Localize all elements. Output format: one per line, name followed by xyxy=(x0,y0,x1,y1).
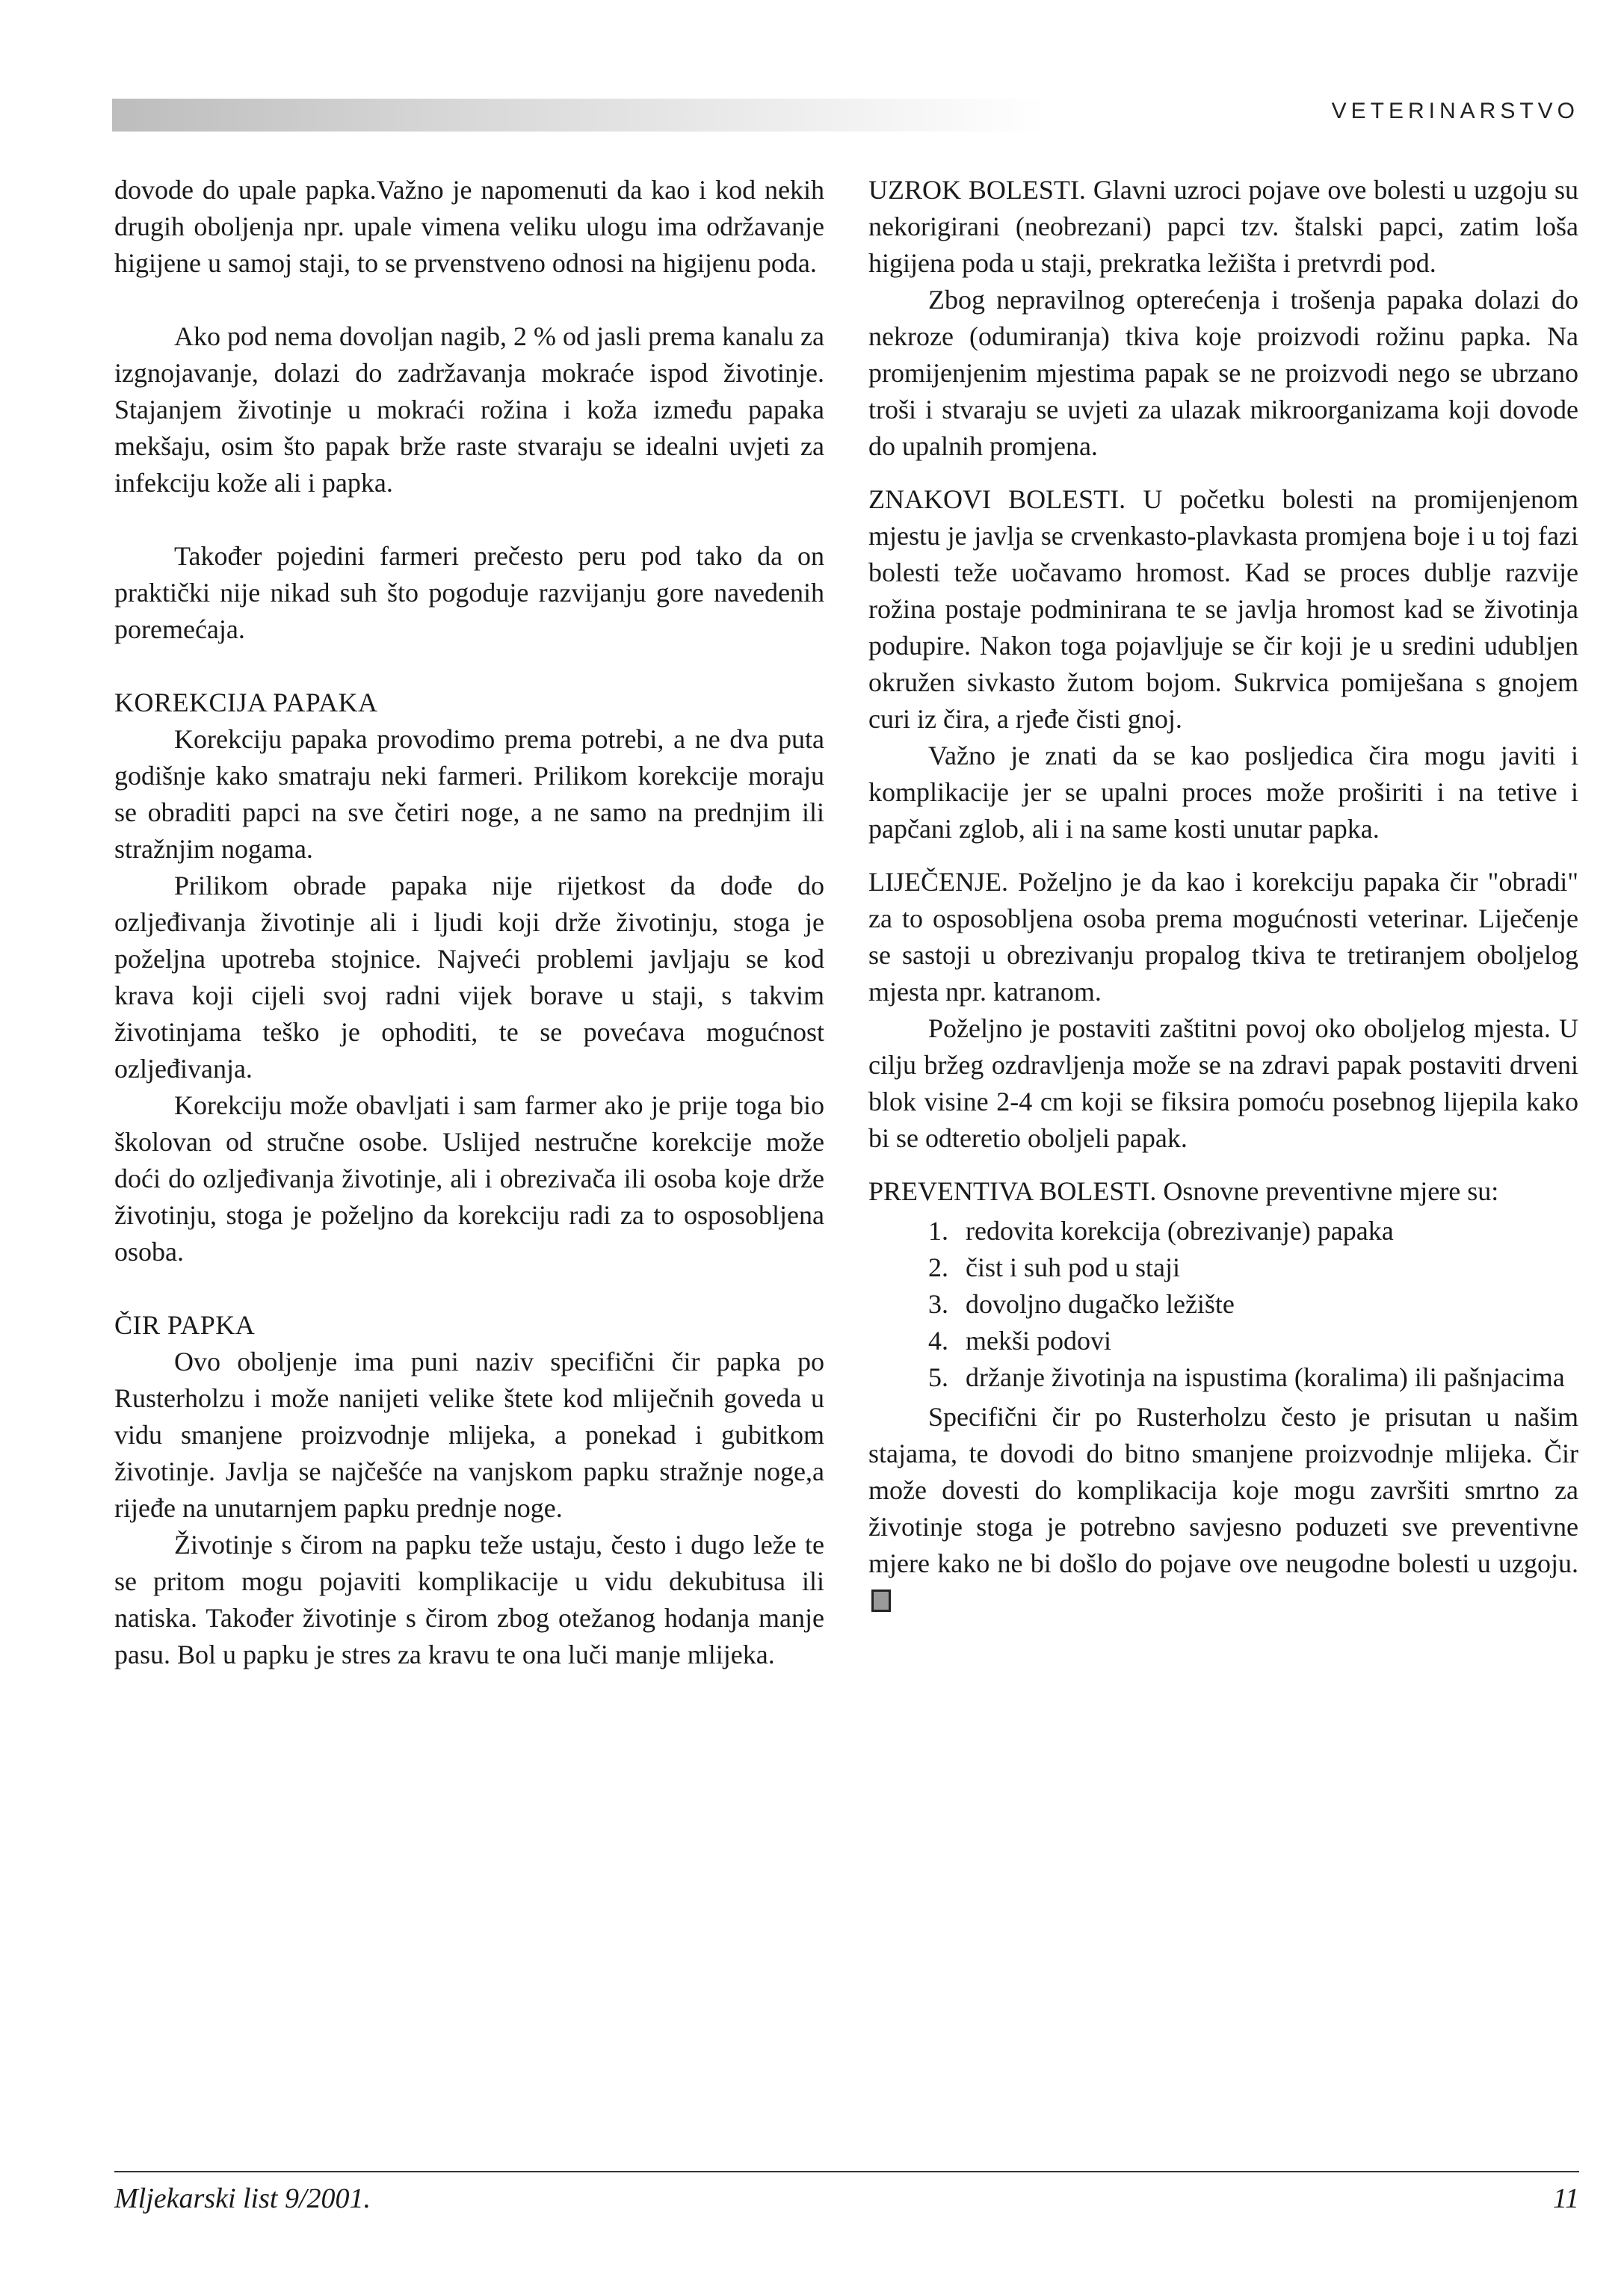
left-column xyxy=(114,172,824,1673)
list-text: držanje životinja na ispustima (koralima) ili pašnjacima xyxy=(966,1362,1565,1392)
paragraph-text: Poželjno je da kao i korekciju papaka čir "obradi" za to osposobljena osoba prema mogućnosti veterinar. Liječenje se sastoji u obrezivanju propalog tkiva te tretiranjem oboljelog mjesta npr. katranom. xyxy=(868,867,1579,1007)
paragraph-text: Specifični čir po Rusterholzu često je prisutan u našim stajama, te dovodi do bitno smanjene proizvodnje mlijeka. Čir može dovesti do komplikacija koje mogu završiti smrtno za životinje stoga je potrebno savjesno poduzeti sve preventivne mjere kako ne bi došlo do pojave ove neugodne bolesti u uzgoju. xyxy=(868,1402,1578,1578)
list-item xyxy=(928,1323,1578,1359)
list-text: mekši podovi xyxy=(966,1326,1111,1356)
paragraph-final xyxy=(868,1399,1578,1619)
paragraph-lijecenje xyxy=(868,864,1578,1010)
list-text: čist i suh pod u staji xyxy=(966,1252,1180,1282)
paragraph-uzrok xyxy=(868,172,1578,282)
right-column xyxy=(868,172,1578,1619)
section-label: VETERINARSTVO xyxy=(1331,99,1579,123)
run-in-heading: LIJEČENJE. xyxy=(868,867,1008,897)
run-in-heading: PREVENTIVA BOLESTI. xyxy=(868,1176,1157,1206)
paragraph-text: U početku bolesti na promijenjenom mjestu je javlja se crvenkasto-plavkasta promjena boje i u toj fazi bolesti teže uočavamo hromost. Kad se proces dublje razvije rožina postaje podminirana te se javlja hromost kad se životinja podupire. Nakon toga pojavljuje se čir koji je u sredini udubljen okružen sivkasto žutom bojom. Sukrvica pomiješana s gnojem curi iz čira, a rjeđe čisti gnoj. xyxy=(868,484,1579,734)
list-number: 1. xyxy=(928,1216,948,1246)
paragraph: Također pojedini farmeri prečesto peru pod tako da on praktički nije nikad suh što pogoduje razvijanju gore navedenih poremećaja. xyxy=(114,541,824,644)
run-in-heading: ZNAKOVI BOLESTI. xyxy=(868,484,1126,514)
section-heading-cir: ČIR PAPKA xyxy=(114,1310,256,1340)
paragraph: dovode do upale papka.Važno je napomenuti da kao i kod nekih drugih oboljenja npr. upale vimena veliku ulogu ima održavanje higijene u samoj staji, to se prvenstveno odnosi na higijenu poda. xyxy=(114,175,824,278)
journal-title: Mljekarski list 9/2001. xyxy=(114,2183,371,2214)
paragraph: Životinje s čirom na papku teže ustaju, često i dugo leže te se pritom mogu pojaviti komplikacije u vidu dekubitusa ili natiska. Također životinje s čirom zbog otežanog hodanja manje pasu. Bol u papku je stres za kravu te ona luči manje mlijeka. xyxy=(114,1530,824,1669)
list-item xyxy=(928,1286,1578,1323)
paragraph-preventiva xyxy=(868,1173,1578,1210)
paragraph-znakovi xyxy=(868,481,1578,738)
list-item xyxy=(928,1249,1578,1286)
paragraph: Korekciju papaka provodimo prema potrebi, a ne dva puta godišnje kako smatraju neki farmeri. Prilikom korekcije moraju se obraditi papci na sve četiri noge, a ne samo na prednjim ili stražnjim nogama. xyxy=(114,724,824,864)
header-band xyxy=(112,99,1046,132)
paragraph: Poželjno je postaviti zaštitni povoj oko oboljelog mjesta. U cilju bržeg ozdravljenja može se na zdravi papak postaviti drveni blok visine 2-4 cm koji se fiksira pomoću posebnog lijepila kako bi se odteretio oboljeli papak. xyxy=(868,1013,1578,1153)
preventive-measures-list xyxy=(868,1213,1578,1396)
paragraph: Korekciju može obavljati i sam farmer ako je prije toga bio školovan od stručne osobe. Uslijed nestručne korekcije može doći do ozljeđivanja životinje, ali i obrezivača ili osoba koje drže životinju, stoga je poželjno da korekciju radi za to osposobljena osoba. xyxy=(114,1090,824,1267)
list-number: 3. xyxy=(928,1289,948,1319)
run-in-heading: UZROK BOLESTI. xyxy=(868,175,1086,205)
list-text: redovita korekcija (obrezivanje) papaka xyxy=(966,1216,1394,1246)
section-heading-korekcija: KOREKCIJA PAPAKA xyxy=(114,688,378,717)
paragraph: Važno je znati da se kao posljedica čira mogu javiti i komplikacije jer se upalni proces može proširiti i na tetive i papčani zglob, ali i na same kosti unutar papka. xyxy=(868,741,1578,844)
paragraph-text: Osnovne preventivne mjere su: xyxy=(1163,1176,1499,1206)
end-of-article-icon xyxy=(871,1589,891,1612)
list-number: 5. xyxy=(928,1362,948,1392)
list-item xyxy=(928,1213,1578,1249)
list-item xyxy=(928,1359,1578,1396)
list-number: 2. xyxy=(928,1252,948,1282)
paragraph: Zbog nepravilnog opterećenja i trošenja papaka dolazi do nekroze (odumiranja) tkiva koje proizvodi rožinu papka. Na promijenjenim mjestima papak se ne proizvodi nego se ubrzano troši i stvaraju se uvjeti za ulazak mikroorganizama koji dovode do upalnih promjena. xyxy=(868,285,1578,461)
paragraph: Ovo oboljenje ima puni naziv specifični čir papka po Rusterholzu i može nanijeti velike štete kod mliječnih goveda u vidu smanjene proizvodnje mlijeka, a ponekad i gubitkom životinje. Javlja se najčešće na vanjskom papku stražnje noge,a rijeđe na unutarnjem papku prednje noge. xyxy=(114,1347,824,1523)
paragraph: Prilikom obrade papaka nije rijetkost da dođe do ozljeđivanja životinje ali i ljudi koji drže životinju, stoga je poželjna upotreba stojnice. Najveći problemi javljaju se kod krava koji cijeli svoj radni vijek borave u staji, s takvim životinjama teško je ophoditi, te se povećava mogućnost ozljeđivanja. xyxy=(114,871,824,1084)
paragraph-text: Glavni uzroci pojave ove bolesti u uzgoju su nekorigirani (neobrezani) papci tzv. štalski papci, zatim loša higijena poda u staji, prekratka ležišta i pretvrdi pod. xyxy=(868,175,1578,278)
page-number: 11 xyxy=(1552,2183,1579,2214)
list-number: 4. xyxy=(928,1326,948,1356)
footer-rule xyxy=(114,2171,1579,2172)
paragraph: Ako pod nema dovoljan nagib, 2 % od jasli prema kanalu za izgnojavanje, dolazi do zadržavanja mokraće ispod životinje. Stajanjem životinje u mokraći rožina i koža između papaka mekšaju, osim što papak brže raste stvaraju se idealni uvjeti za infekciju kože ali i papka. xyxy=(114,321,824,498)
list-text: dovoljno dugačko ležište xyxy=(966,1289,1235,1319)
